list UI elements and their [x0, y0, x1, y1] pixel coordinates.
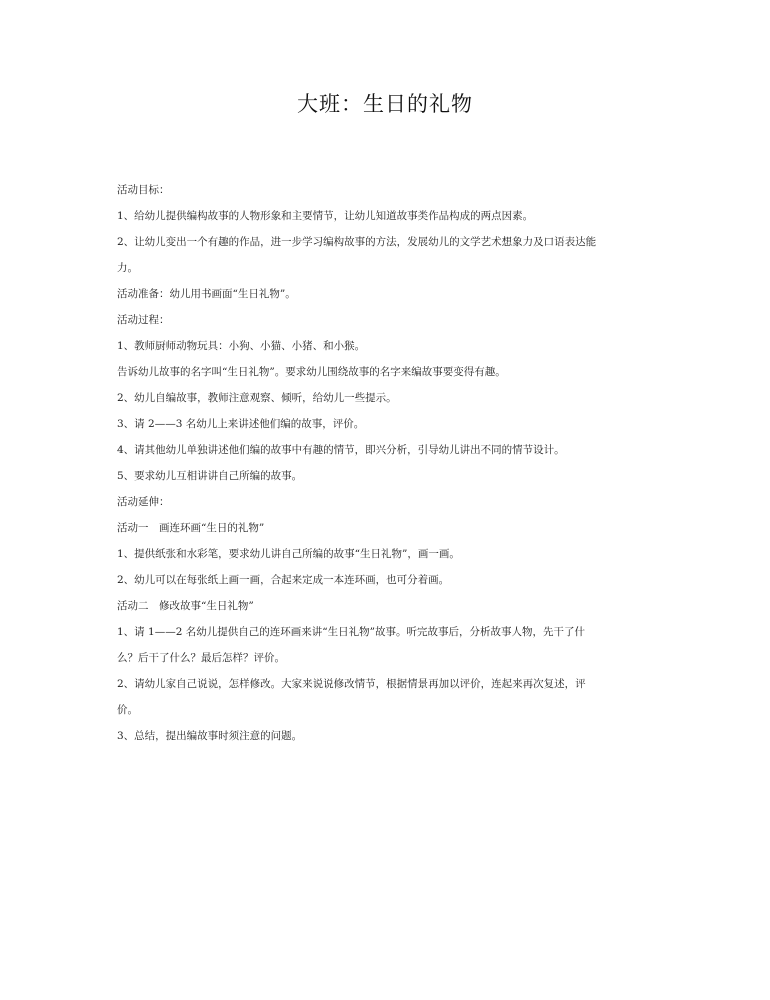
- document-body: [117, 177, 657, 749]
- process-item-1: 1、教师厨师动物玩具：小狗、小猫、小猪、和小猴。: [117, 340, 366, 352]
- activity-one-item-1: 1、提供纸张和水彩笔，要求幼儿讲自己所编的故事“生日礼物”，画一画。: [117, 548, 460, 560]
- section-heading-goals: 活动目标：: [117, 184, 170, 196]
- activity-two-heading: 活动二 修改故事“生日礼物”: [117, 600, 254, 612]
- goal-item-1: 1、给幼儿提供编构故事的人物形象和主要情节，让幼儿知道故事类作品构成的两点因素。: [117, 210, 534, 222]
- goal-item-2: 2、让幼儿变出一个有趣的作品，进一步学习编构故事的方法，发展幼儿的文学艺术想象力及口语表达能: [117, 236, 597, 248]
- activity-one-item-2: 2、幼儿可以在每张纸上画一画，合起来定成一本连环画，也可分着画。: [117, 574, 450, 586]
- section-heading-extension: 活动延伸：: [117, 496, 170, 508]
- process-item-2: 2、幼儿自编故事，教师注意观察、倾听，给幼儿一些提示。: [117, 392, 397, 404]
- activity-one-heading: 活动一 画连环画“生日的礼物”: [117, 522, 265, 534]
- activity-two-item-1-continued: 么？后干了什么？最后怎样？评价。: [117, 652, 285, 664]
- section-preparation: 活动准备：幼儿用书画面“生日礼物”。: [117, 288, 296, 300]
- process-item-3: 3、请 2——3 名幼儿上来讲述他们编的故事，评价。: [117, 418, 365, 430]
- process-item-4: 4、请其他幼儿单独讲述他们编的故事中有趣的情节，即兴分析，引导幼儿讲出不同的情节设计。: [117, 444, 565, 456]
- page-title: 大班：生日的礼物: [297, 92, 473, 116]
- process-note: 告诉幼儿故事的名字叫“生日礼物”。要求幼儿围绕故事的名字来编故事要变得有趣。: [117, 366, 506, 378]
- activity-two-item-2-continued: 价。: [117, 704, 138, 716]
- goal-item-2-continued: 力。: [117, 262, 138, 274]
- activity-two-item-1: 1、请 1——2 名幼儿提供自己的连环画来讲“生日礼物”故事。听完故事后，分析故事人物，先干了什: [117, 626, 585, 638]
- activity-two-item-3: 3、总结，提出编故事时须注意的问题。: [117, 730, 303, 742]
- process-item-5: 5、要求幼儿互相讲讲自己所编的故事。: [117, 470, 303, 482]
- section-heading-process: 活动过程：: [117, 314, 170, 326]
- activity-two-item-2: 2、请幼儿家自己说说，怎样修改。大家来说说修改情节，根据情景再加以评价，连起来再次复述，评: [117, 678, 586, 690]
